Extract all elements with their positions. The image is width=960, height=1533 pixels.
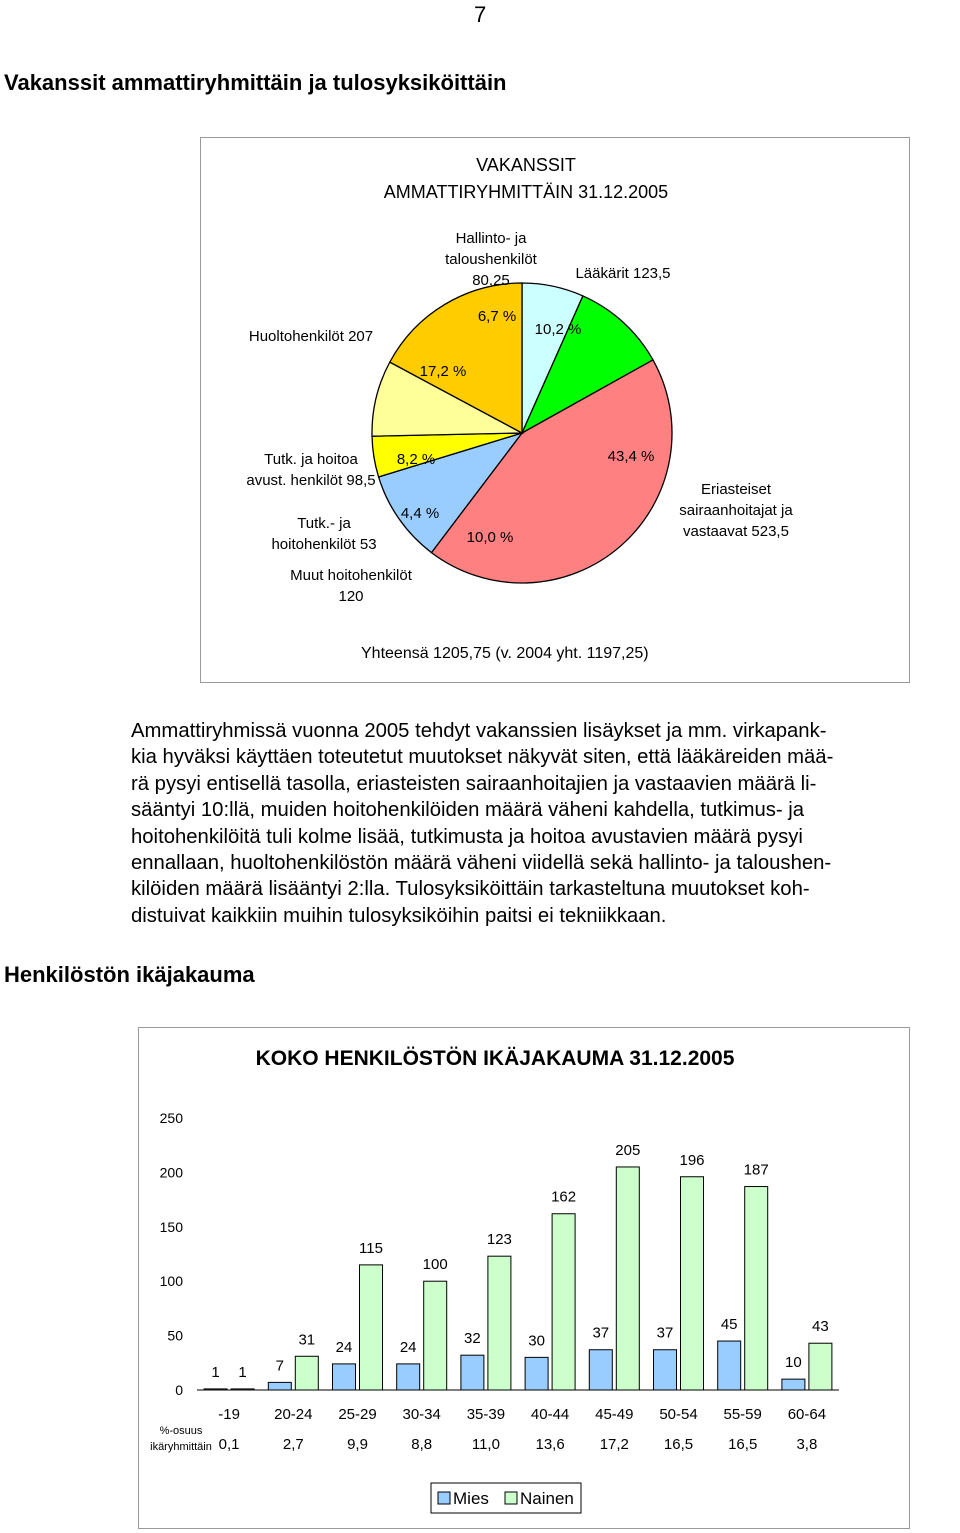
bar-value-label: 37 <box>592 1324 610 1342</box>
category-label: 40-44 <box>530 1406 570 1423</box>
bar-nainen-40-44 <box>552 1214 575 1390</box>
legend-label-nainen: Nainen <box>520 1489 574 1508</box>
share-value: 17,2 <box>599 1436 629 1453</box>
bar-value-label: 7 <box>275 1357 284 1375</box>
bar-nainen-55-59 <box>745 1187 768 1390</box>
bar-value-label: 10 <box>785 1354 802 1372</box>
section-heading-vacancies: Vakanssit ammattiryhmittäin ja tulosyksiköittäin <box>4 70 507 95</box>
bar-mies-35-39 <box>461 1355 484 1390</box>
bar-mies-20-24 <box>268 1382 291 1390</box>
category-label: 35-39 <box>466 1406 506 1423</box>
bar-nainen-60-64 <box>809 1343 832 1390</box>
share-value: 16,5 <box>728 1436 758 1453</box>
pie-pct-laakarit: 10,2 % <box>534 321 582 338</box>
bar-mies-50-54 <box>654 1350 677 1390</box>
bar-value-label: 115 <box>359 1239 383 1257</box>
paragraph-line: sääntyi 10:llä, muiden hoitohenkilöiden määrä väheni kahdella, tutkimus- ja <box>131 799 805 822</box>
share-value: 3,8 <box>796 1436 818 1453</box>
share-value: 8,8 <box>411 1436 433 1453</box>
bar-mies-60-64 <box>782 1379 805 1390</box>
bar-mies-40-44 <box>525 1357 548 1390</box>
pie-label-tutk_hoito: Tutk.- ja hoitohenkilöt 53 <box>271 515 377 553</box>
pie-pct-tutk_hoito: 4,4 % <box>400 505 440 522</box>
y-tick-label: 100 <box>159 1273 183 1290</box>
legend-label-mies: Mies <box>453 1489 489 1508</box>
category-label: 60-64 <box>787 1406 827 1423</box>
vacancy-pie-chart <box>201 138 909 682</box>
y-tick-label: 250 <box>159 1110 183 1126</box>
category-label: 20-24 <box>274 1406 313 1423</box>
share-row-label-1: %-osuus <box>159 1425 203 1437</box>
category-label: 25-29 <box>338 1406 377 1423</box>
bar-value-label: 1 <box>238 1363 247 1381</box>
share-value: 0,1 <box>218 1436 240 1453</box>
pie-pct-muut: 10,0 % <box>466 529 514 546</box>
bar-chart-frame <box>138 1027 910 1529</box>
bar-value-label: 31 <box>298 1331 316 1349</box>
bar-value-label: 100 <box>422 1256 448 1274</box>
share-value: 16,5 <box>663 1436 694 1453</box>
bar-nainen-45-49 <box>616 1167 639 1390</box>
bar-nainen-30-34 <box>424 1281 447 1390</box>
paragraph-line: kilöiden määrä lisääntyi 2:lla. Tulosyksiköittäin tarkasteltuna muutokset koh- <box>131 878 810 901</box>
bar-value-label: 24 <box>335 1338 353 1356</box>
bar-nainen--19 <box>231 1389 254 1390</box>
bar-mies--19 <box>204 1389 227 1390</box>
share-value: 13,6 <box>535 1436 565 1453</box>
pie-footer: Yhteensä 1205,75 (v. 2004 yht. 1197,25) <box>361 645 649 662</box>
bar-value-label: 123 <box>486 1231 512 1249</box>
paragraph-line: kia hyväksi käyttäen toteutetut muutokset näkyvät siten, että lääkäreiden mää- <box>131 746 834 769</box>
bar-mies-55-59 <box>718 1341 741 1390</box>
bar-chart-title: KOKO HENKILÖSTÖN IKÄJAKAUMA 31.12.2005 <box>255 1047 735 1070</box>
category-label: 55-59 <box>723 1406 762 1423</box>
pie-label-laakarit: Lääkärit 123,5 <box>575 265 671 282</box>
pie-pct-eriasteiset: 43,4 % <box>607 448 655 465</box>
y-tick-label: 0 <box>175 1382 183 1398</box>
pie-title-line-2: AMMATTIRYHMITTÄIN 31.12.2005 <box>383 182 669 202</box>
body-paragraph <box>131 718 931 929</box>
bar-value-label: 30 <box>528 1332 545 1350</box>
bar-value-label: 32 <box>464 1330 481 1348</box>
pie-label-hallinto: Hallinto- ja taloushenkilöt 80,25 <box>445 230 537 289</box>
y-tick-label: 150 <box>159 1218 183 1235</box>
bar-value-label: 43 <box>812 1318 829 1336</box>
y-tick-label: 200 <box>159 1164 183 1181</box>
share-value: 9,9 <box>347 1436 368 1453</box>
pie-label-muut: Muut hoitohenkilöt 120 <box>290 567 412 605</box>
pie-pct-hallinto: 6,7 % <box>477 308 517 325</box>
bar-nainen-50-54 <box>681 1177 704 1390</box>
bar-nainen-20-24 <box>295 1356 318 1390</box>
age-bar-chart <box>139 1028 909 1528</box>
bar-nainen-25-29 <box>360 1265 383 1390</box>
legend <box>431 1483 581 1513</box>
category-label: 45-49 <box>595 1406 634 1423</box>
bar-value-label: 196 <box>679 1151 705 1169</box>
bar-value-label: 205 <box>615 1141 641 1159</box>
legend-swatch-mies <box>438 1492 450 1504</box>
bar-value-label: 1 <box>211 1363 220 1381</box>
bar-value-label: 37 <box>656 1324 674 1342</box>
share-value: 11,0 <box>471 1436 500 1453</box>
share-row-label-2: ikäryhmittäin <box>150 1441 212 1453</box>
paragraph-line: Ammattiryhmissä vuonna 2005 tehdyt vakanssien lisäykset ja mm. virkapank- <box>131 720 827 742</box>
bar-value-label: 45 <box>720 1316 738 1334</box>
pie-title-line-1: VAKANSSIT <box>476 155 576 175</box>
bar-mies-25-29 <box>333 1364 356 1390</box>
bar-nainen-35-39 <box>488 1256 511 1390</box>
paragraph-line: hoitohenkilöitä tuli kolme lisää, tutkimusta ja hoitoa avustavien määrä pysyi <box>131 825 803 848</box>
section-heading-age: Henkilöstön ikäjakauma <box>4 962 255 987</box>
bar-value-label: 162 <box>551 1188 577 1206</box>
y-tick-label: 50 <box>167 1327 183 1344</box>
paragraph-line: ennallaan, huoltohenkilöstön määrä väheni viidellä sekä hallinto- ja taloushen- <box>131 852 832 875</box>
bar-value-label: 24 <box>399 1338 417 1356</box>
pie-label-huolto: Huoltohenkilöt 207 <box>248 328 374 345</box>
pie-label-eriasteiset: Eriasteiset sairaanhoitajat ja vastaavat 523,5 <box>679 481 793 540</box>
bar-value-label: 187 <box>743 1161 769 1179</box>
pie-pct-tutk_avust: 8,2 % <box>396 451 436 468</box>
category-label: -19 <box>218 1406 240 1423</box>
category-label: 50-54 <box>659 1406 698 1423</box>
bar-mies-30-34 <box>397 1364 420 1390</box>
bar-mies-45-49 <box>589 1350 612 1390</box>
legend-swatch-nainen <box>505 1492 517 1504</box>
paragraph-line: distuivat kaikkiin muihin tulosyksiköihin paitsi ei tekniikkaan. <box>131 904 667 927</box>
page-number: 7 <box>474 2 487 27</box>
category-label: 30-34 <box>402 1406 441 1423</box>
pie-chart-frame <box>200 137 910 683</box>
share-value: 2,7 <box>282 1436 304 1453</box>
paragraph-line: rä pysyi entisellä tasolla, eriasteisten sairaanhoitajien ja vastaavien määrä li- <box>131 772 817 795</box>
pie-label-tutk_avust: Tutk. ja hoitoa avust. henkilöt 98,5 <box>246 451 376 489</box>
pie-pct-huolto: 17,2 % <box>419 363 467 380</box>
